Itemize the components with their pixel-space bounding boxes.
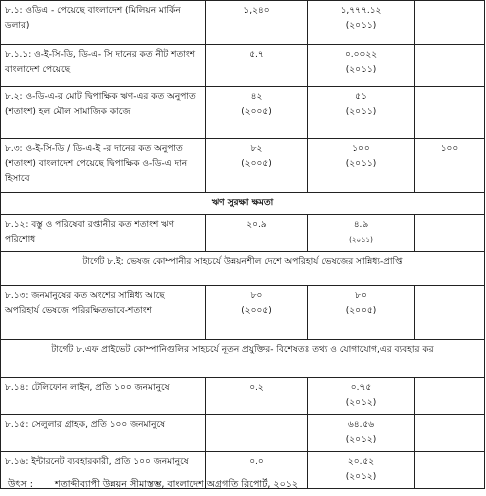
current-value: ২০.৫২	[347, 457, 375, 467]
current-year: (২০১২)	[345, 398, 377, 408]
table-row	[1, 215, 485, 252]
indicator-label: ৮.১২: বস্তু ও পরিষেবা রপ্তানীর কত শতাংশ ঋণ পরিশোধ	[1, 215, 206, 252]
current-value: ০.০০২২	[344, 50, 378, 60]
target-cell	[415, 415, 485, 452]
target-title: টার্গেট ৮.এফ প্রাইভেট কোম্পানিগুলির সাহচর্যে নূতন প্রযুক্তির- বিশেষতঃ তথ্য ও যোগাযোগ,এর ব্যবহার কর	[1, 340, 485, 378]
current-cell	[308, 378, 415, 415]
indicator-label: ৮.১: ওডিএ - পেয়েছে বাংলাদেশ (মিলিয়ন মার্কিন ডলার)	[1, 1, 206, 45]
target-cell	[415, 378, 485, 415]
current-cell	[308, 215, 415, 252]
baseline-value: ০.২	[206, 378, 308, 415]
current-cell	[308, 139, 415, 193]
baseline-value: ২০.৯	[206, 215, 308, 252]
target-cell	[415, 1, 485, 45]
indicator-label: ৮.১৩: জনমানুষের কত অংশের সান্নিধ্য আছে অপরিহার্য ভেষজে পরিরক্ষিতভাবে-শতাংশ	[1, 286, 206, 340]
target-row	[1, 252, 485, 286]
current-year: (২০১১)	[345, 159, 377, 169]
source-note	[8, 478, 298, 493]
indicator-label: ৮.১৬: ইন্টারনেট ব্যবহারকারী, প্রতি ১০০ জনমানুষে	[1, 452, 206, 489]
current-cell	[308, 415, 415, 452]
current-year: (২০১২)	[345, 435, 377, 445]
baseline-value: ৮২	[250, 144, 263, 154]
current-year: (২০১১)	[345, 65, 377, 75]
target-cell	[415, 45, 485, 87]
current-cell	[308, 1, 415, 45]
current-year: (২০০৫)	[345, 306, 377, 316]
current-cell	[308, 87, 415, 139]
current-value: ০.৭৫	[350, 383, 372, 393]
source-label: উৎস :	[8, 479, 33, 490]
target-cell	[415, 452, 485, 489]
baseline-value	[206, 415, 308, 452]
baseline-year: (২০০৫)	[241, 107, 272, 117]
baseline-cell	[206, 1, 308, 45]
target-title: টার্গেট ৮.ই: ভেষজ কোম্পানীর সাহচর্যে উন্নয়নশীল দেশে অপরিহার্য ভেষজের সান্নিধ্য-প্রাপ্তি	[1, 252, 485, 286]
indicator-label: ৮.১৪: টেলিফোন লাইন, প্রতি ১০০ জনমানুষে	[1, 378, 206, 415]
indicator-label: ৮.১.১: ও-ই-সি-ডি, ডি-এ- সি দানের কত নীট শতাংশ বাংলাদেশ পেয়েছে	[1, 45, 206, 87]
table-row	[1, 45, 485, 87]
baseline-value: ০.০	[206, 452, 308, 489]
baseline-value: ১,২৪০	[243, 6, 270, 16]
current-value: ৬৪.৫৬	[347, 420, 375, 430]
source-text: শতাব্দীব্যাপী উন্নয়ন সীমাস্তম্ভ, বাংলাদেশ অগ্রগতি রিপোর্ট, ২০১২	[54, 479, 299, 490]
table-row	[1, 378, 485, 415]
target-cell	[415, 286, 485, 340]
current-year: (২০১১)	[349, 236, 373, 244]
current-cell	[308, 452, 415, 489]
baseline-value: ৮০	[250, 291, 263, 301]
baseline-value: ৫.৭	[249, 50, 264, 60]
current-value: ৪.৯	[353, 220, 369, 230]
target-cell: ১০০	[415, 139, 485, 193]
current-year: (২০১২)	[345, 472, 377, 482]
current-value: ১০০	[352, 144, 370, 154]
table-row	[1, 139, 485, 193]
current-value: ১,৭৭৭.১২	[340, 6, 382, 16]
target-cell	[415, 215, 485, 252]
table-row	[1, 87, 485, 139]
current-cell	[308, 45, 415, 87]
table-row	[1, 1, 485, 45]
baseline-year: (২০০৫)	[241, 306, 272, 316]
indicator-label: ৮.১৫: সেলুলার গ্রাহক, প্রতি ১০০ জনমানুষে	[1, 415, 206, 452]
target-cell	[415, 87, 485, 139]
indicator-label: ৮.২: ও-ডি-এ-র মোট দ্বিপাক্ষিক ঋণ-এর কত অনুপাত (শতাংশ) হল মৌল সামাজিক কাজে	[1, 87, 206, 139]
current-year: (২০১১)	[345, 107, 377, 117]
baseline-year: (২০০৫)	[241, 159, 272, 169]
current-cell	[308, 286, 415, 340]
baseline-cell	[206, 286, 308, 340]
section-title: ঋণ সুরক্ষা ক্ষমতা	[1, 193, 485, 215]
current-year: (২০১১)	[345, 21, 377, 31]
table-row	[1, 415, 485, 452]
indicator-label: ৮.৩: ও-ই-সি-ডি / ডি-এ-ই -র দানের কত অনুপাত (শতাংশ) বাংলাদেশ পেয়েছে দ্বিপাক্ষিক ও-ডি-এ দান হিসাবে	[1, 139, 206, 193]
baseline-cell	[206, 139, 308, 193]
baseline-cell	[206, 87, 308, 139]
baseline-value: ৪২	[250, 92, 263, 102]
baseline-cell	[206, 45, 308, 87]
table-row	[1, 286, 485, 340]
current-value: ৮০	[355, 291, 367, 301]
target-row	[1, 340, 485, 378]
current-value: ৫১	[355, 92, 367, 102]
section-header-row	[1, 193, 485, 215]
